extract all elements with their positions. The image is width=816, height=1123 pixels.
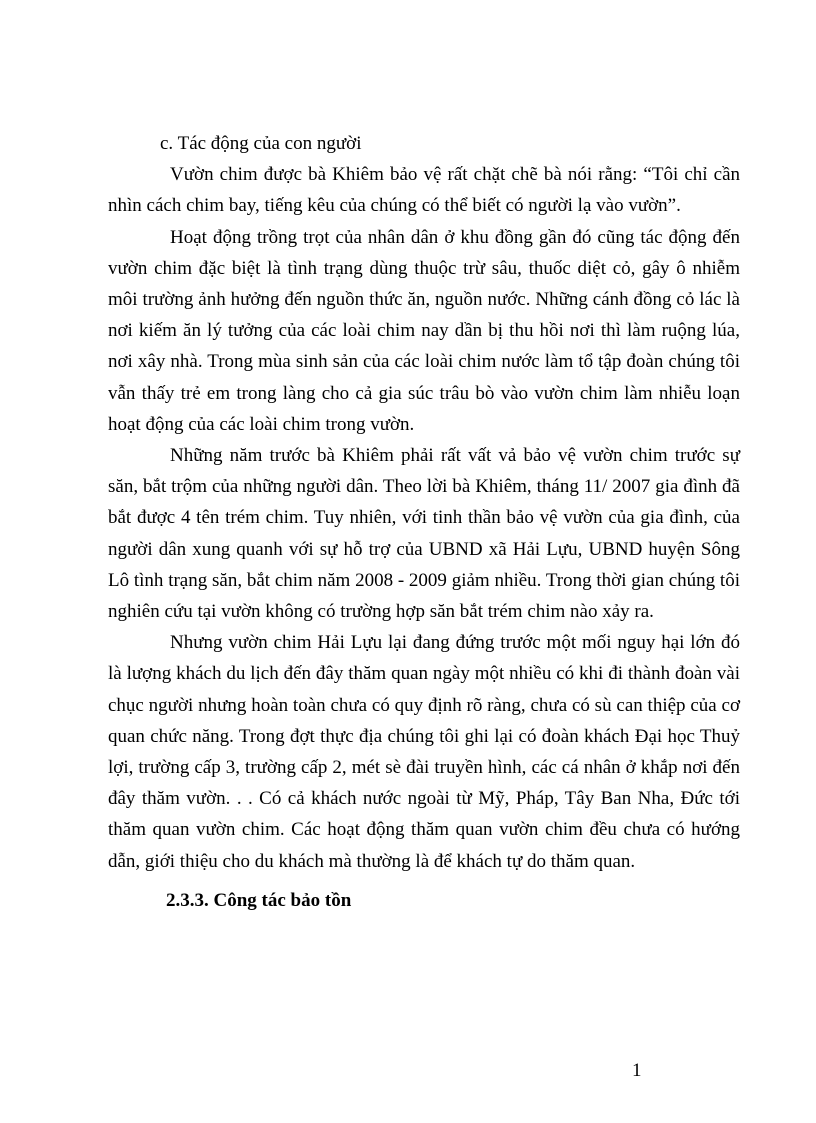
paragraph-garden-protection: Vườn chim được bà Khiêm bảo vệ rất chặt chẽ bà nói rằng: “Tôi chỉ cần nhìn cách chim bay, tiếng kêu của chúng có thể biết có người lạ vào vườn”. <box>108 164 740 217</box>
paragraph-farming-impact: Hoạt động trồng trọt của nhân dân ở khu đồng gần đó cũng tác động đến vườn chim đặc biệt là tình trạng dùng thuộc trừ sâu, thuốc diệt cỏ, gây ô nhiễm môi trường ảnh hưởng đến nguồn thức ăn, nguồn nước. Những cánh đồng cỏ lác là nơi kiếm ăn lý tưởng của các loài chim nay dần bị thu hồi nơi thì làm ruộng lúa, nơi xây nhà. Trong mùa sinh sản của các loài chim nước làm tổ tập đoàn chúng tôi vẫn thấy trẻ em trong làng cho cả gia súc trâu bò vào vườn chim làm nhiễu loạn hoạt động của các loài chim trong vườn. <box>108 226 740 435</box>
subheading-human-impact: c. Tác động của con người <box>160 133 362 154</box>
section-heading-conservation: 2.3.3. Công tác bảo tồn <box>166 889 352 911</box>
document-body <box>108 128 740 916</box>
paragraph-poaching: Những năm trước bà Khiêm phải rất vất vả bảo vệ vườn chim trước sự săn, bắt trộm của những người dân. Theo lời bà Khiêm, tháng 11/ 2007 gia đình đã bắt được 4 tên trém chim. Tuy nhiên, với tinh thần bảo vệ vườn của gia đình, của người dân xung quanh với sự hỗ trợ của UBND xã Hải Lựu, UBND huyện Sông Lô tình trạng săn, bắt chim năm 2008 - 2009 giảm nhiều. Trong thời gian chúng tôi nghiên cứu tại vườn không có trường hợp săn bắt trém chim nào xảy ra. <box>108 445 740 623</box>
page-number: 1 <box>632 1060 642 1081</box>
paragraph-tourism: Nhưng vườn chim Hải Lựu lại đang đứng trước một mối nguy hại lớn đó là lượng khách du lịch đến đây thăm quan ngày một nhiều có khi đi thành đoàn vài chục người nhưng hoàn toàn chưa có quy định rõ ràng, chưa có sù can thiệp của cơ quan chức năng. Trong đợt thực địa chúng tôi ghi lại có đoàn khách Đại học Thuỷ lợi, trường cấp 3, trường cấp 2, mét sè đài truyền hình, các cá nhân ở khắp nơi đến đây thăm vườn. . . Có cả khách nước ngoài từ Mỹ, Pháp, Tây Ban Nha, Đức tới thăm quan vườn chim. Các hoạt động thăm quan vườn chim đều chưa có hướng dẫn, giới thiệu cho du khách mà thường là để khách tự do thăm quan. <box>108 632 740 872</box>
